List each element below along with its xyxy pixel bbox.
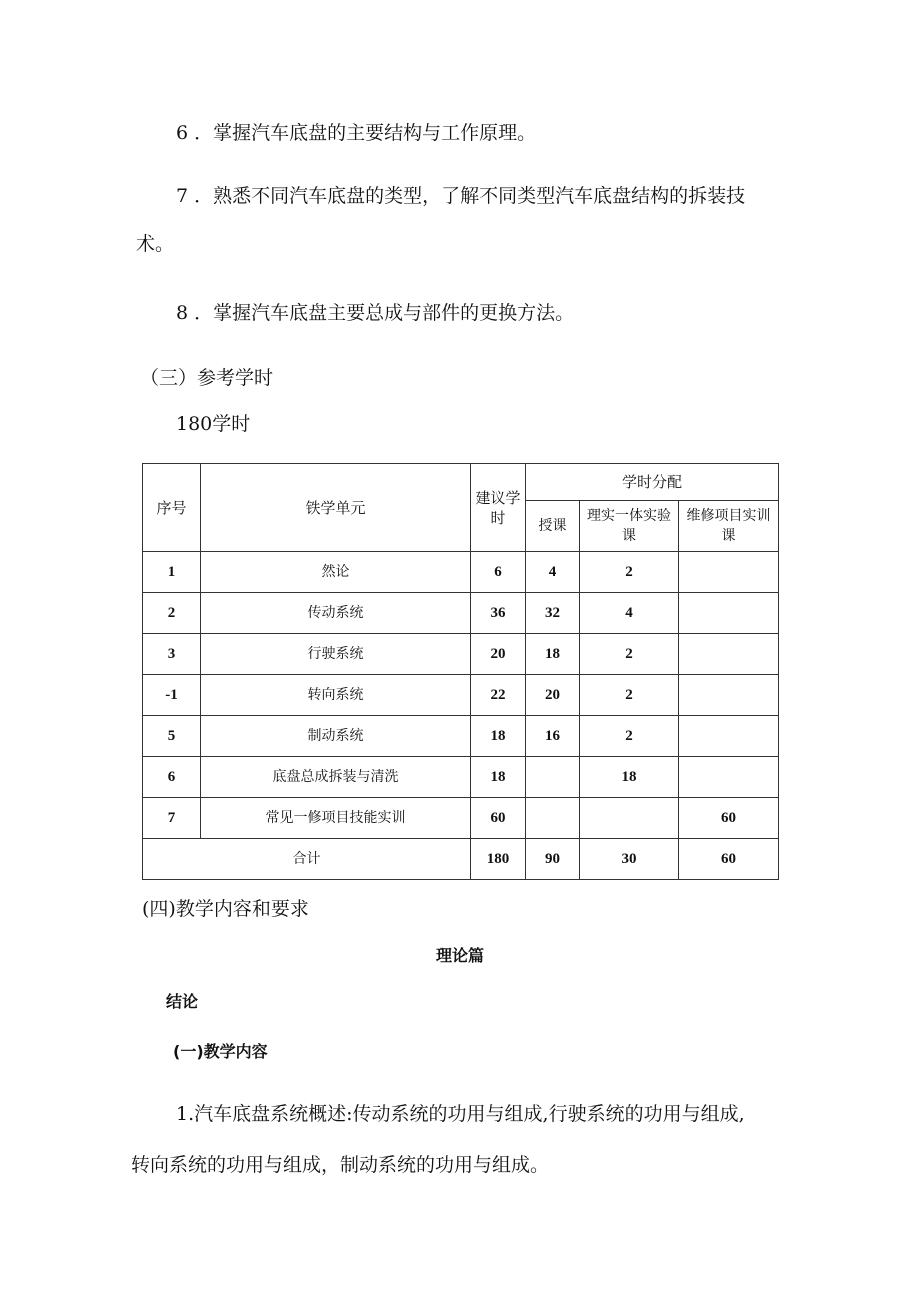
cell-unit: 底盘总成拆装与清洗	[201, 757, 471, 798]
header-seq: 序号	[143, 464, 201, 552]
cell-practice	[679, 552, 779, 593]
cell-total: 36	[471, 593, 526, 634]
cell-practice	[679, 716, 779, 757]
cell-integrated: 4	[580, 593, 679, 634]
section3-hours: 180学时	[176, 413, 251, 435]
cell-integrated: 18	[580, 757, 679, 798]
cell-total: 6	[471, 552, 526, 593]
table-row	[143, 716, 779, 757]
total-label: 合计	[143, 839, 471, 880]
content-item-line2: 转向系统的功用与组成，制动系统的功用与组成。	[131, 1154, 550, 1176]
content-item-line1: 1.汽车底盘系统概述:传动系统的功用与组成,行驶系统的功用与组成,	[176, 1103, 745, 1125]
cell-integrated: 2	[580, 552, 679, 593]
cell-total: 18	[471, 757, 526, 798]
objective-6: 6 ．掌握汽车底盘的主要结构与工作原理。	[176, 122, 537, 144]
objective-7-line1: 7 ．熟悉不同汽车底盘的类型，了解不同类型汽车底盘结构的拆装技	[176, 185, 746, 207]
cell-seq: 3	[143, 634, 201, 675]
cell-seq: 2	[143, 593, 201, 634]
cell-lecture: 32	[526, 593, 580, 634]
cell-unit: 转向系统	[201, 675, 471, 716]
cell-total: 60	[471, 798, 526, 839]
cell-lecture: 16	[526, 716, 580, 757]
table-row	[143, 757, 779, 798]
cell-unit: 然论	[201, 552, 471, 593]
cell-seq: -1	[143, 675, 201, 716]
cell-integrated: 2	[580, 675, 679, 716]
cell-lecture: 20	[526, 675, 580, 716]
table-row	[143, 593, 779, 634]
theory-title: 理论篇	[435, 946, 484, 965]
cell-practice	[679, 757, 779, 798]
total-lecture: 90	[526, 839, 580, 880]
cell-practice	[679, 634, 779, 675]
cell-integrated	[580, 798, 679, 839]
header-practice: 维修项目实训课	[679, 501, 779, 552]
intro-title: 结论	[166, 992, 199, 1011]
cell-seq: 5	[143, 716, 201, 757]
table-row	[143, 675, 779, 716]
header-allocation: 学时分配	[526, 464, 779, 501]
header-integrated: 理实一体实验课	[580, 501, 679, 552]
table-row	[143, 552, 779, 593]
table-row	[143, 634, 779, 675]
cell-integrated: 2	[580, 634, 679, 675]
cell-lecture	[526, 798, 580, 839]
cell-lecture: 4	[526, 552, 580, 593]
table-row	[143, 798, 779, 839]
header-lecture: 授课	[526, 501, 580, 552]
table-total-row	[143, 839, 779, 880]
hours-table	[142, 463, 779, 880]
cell-integrated: 2	[580, 716, 679, 757]
total-integrated: 30	[580, 839, 679, 880]
cell-total: 22	[471, 675, 526, 716]
objective-7-line2: 术。	[136, 233, 175, 255]
objective-8: 8 ．掌握汽车底盘主要总成与部件的更换方法。	[176, 302, 575, 324]
header-suggested-hours: 建议学时	[471, 464, 526, 552]
cell-seq: 1	[143, 552, 201, 593]
cell-practice	[679, 593, 779, 634]
cell-unit: 行驶系统	[201, 634, 471, 675]
cell-total: 18	[471, 716, 526, 757]
cell-seq: 7	[143, 798, 201, 839]
total-hours: 180	[471, 839, 526, 880]
total-practice: 60	[679, 839, 779, 880]
header-unit: 铁学单元	[201, 464, 471, 552]
cell-practice	[679, 675, 779, 716]
cell-total: 20	[471, 634, 526, 675]
cell-unit: 常见一修项目技能实训	[201, 798, 471, 839]
section3-heading: （三）参考学时	[140, 367, 274, 389]
section4-heading: (四)教学内容和要求	[142, 898, 309, 920]
teaching-content-title: (一)教学内容	[173, 1042, 268, 1061]
cell-unit: 传动系统	[201, 593, 471, 634]
cell-lecture	[526, 757, 580, 798]
cell-seq: 6	[143, 757, 201, 798]
cell-lecture: 18	[526, 634, 580, 675]
cell-unit: 制动系统	[201, 716, 471, 757]
cell-practice: 60	[679, 798, 779, 839]
